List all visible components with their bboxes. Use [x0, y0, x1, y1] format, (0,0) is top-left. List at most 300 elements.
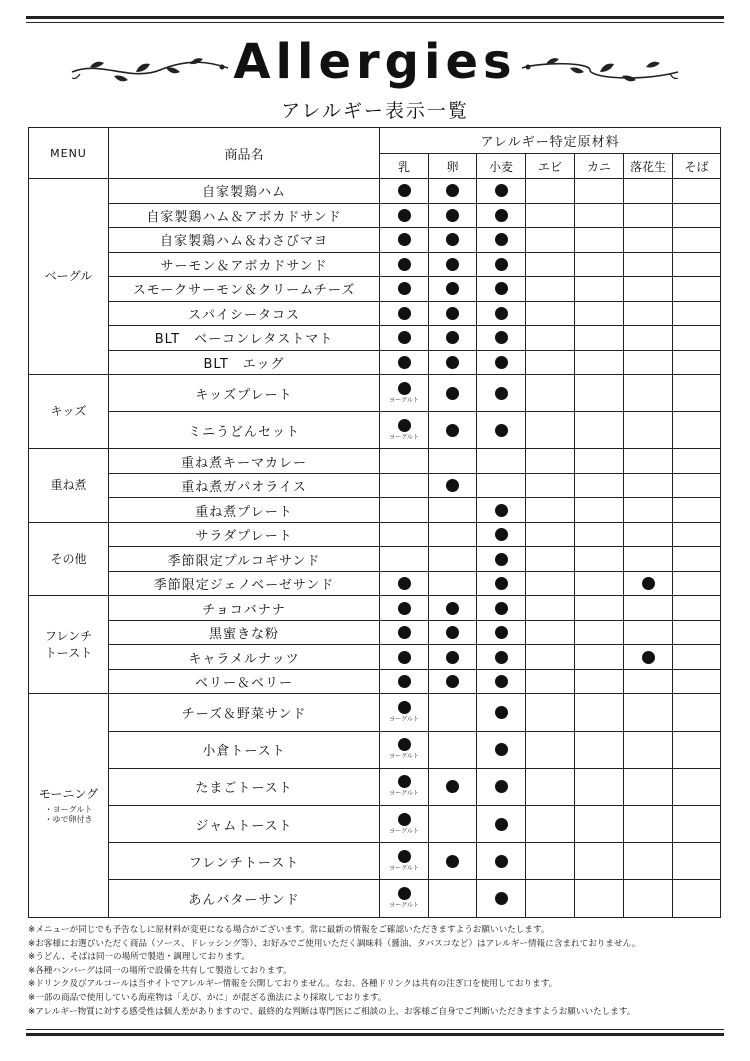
contains-dot-icon — [446, 626, 459, 639]
allergen-cell-shrimp — [526, 277, 575, 302]
table-row — [29, 880, 721, 917]
item-name: フレンチトースト — [109, 843, 380, 880]
item-name: キッズプレート — [109, 375, 380, 412]
contains-dot-icon — [398, 675, 411, 688]
item-name: 小倉トースト — [109, 731, 380, 768]
contains-dot-icon — [446, 479, 459, 492]
contains-dot-icon — [495, 331, 508, 344]
contains-dot-icon — [495, 258, 508, 271]
allergen-cell-shrimp — [526, 522, 575, 547]
allergen-cell-crab — [575, 473, 624, 498]
contains-dot-icon — [642, 577, 655, 590]
item-name: 季節限定ジェノベーゼサンド — [109, 571, 380, 596]
item-name: キャラメルナッツ — [109, 645, 380, 670]
allergen-header-wheat: 小麦 — [477, 154, 526, 179]
item-name: サラダプレート — [109, 522, 380, 547]
allergen-cell-soba — [673, 768, 721, 805]
allergen-cell-soba — [673, 326, 721, 351]
contains-dot-icon — [446, 331, 459, 344]
contains-dot-icon — [446, 233, 459, 246]
allergen-cell-crab — [575, 731, 624, 768]
item-name: スパイシータコス — [109, 301, 380, 326]
contains-dot-icon — [446, 387, 459, 400]
category-label: フレンチ トースト — [44, 628, 93, 660]
allergen-cell-crab — [575, 596, 624, 621]
table-row — [29, 843, 721, 880]
contains-dot-icon — [495, 356, 508, 369]
category-cell — [29, 179, 109, 375]
allergen-header-peanut: 落花生 — [624, 154, 673, 179]
allergen-cell-milk — [380, 669, 429, 694]
item-name: ジャムトースト — [109, 805, 380, 842]
menu-header: MENU — [29, 128, 109, 179]
note-line: ※メニューが同じでも予告なしに原材料が変更になる場合がございます。常に最新の情報をご確認いただきますようお願いいたします。 — [28, 925, 550, 935]
contains-dot-icon — [495, 651, 508, 664]
yogurt-note: ヨーグルト — [389, 433, 419, 441]
table-row — [29, 203, 721, 228]
allergen-cell-peanut — [624, 843, 673, 880]
item-name: チョコバナナ — [109, 596, 380, 621]
table-row — [29, 228, 721, 253]
contains-dot-icon — [495, 818, 508, 831]
allergen-cell-milk — [380, 731, 429, 768]
allergen-cell-peanut — [624, 277, 673, 302]
table-row — [29, 449, 721, 474]
allergen-cell-peanut — [624, 571, 673, 596]
allergen-cell-peanut — [624, 596, 673, 621]
allergen-cell-peanut — [624, 473, 673, 498]
allergen-cell-wheat — [477, 880, 526, 917]
allergen-cell-wheat — [477, 203, 526, 228]
allergen-cell-soba — [673, 571, 721, 596]
allergen-cell-crab — [575, 880, 624, 917]
allergen-cell-shrimp — [526, 596, 575, 621]
allergen-cell-crab — [575, 179, 624, 204]
allergen-cell-soba — [673, 498, 721, 523]
contains-dot-icon — [495, 424, 508, 437]
contains-dot-icon — [495, 626, 508, 639]
allergen-cell-soba — [673, 179, 721, 204]
page-subtitle: アレルギー表示一覧 — [281, 100, 469, 122]
allergen-cell-soba — [673, 547, 721, 572]
allergen-cell-egg — [429, 277, 477, 302]
note-line: ※お客様にお選びいただく商品（ソース、ドレッシング等）、お好みでご使用いただく調味料（醤油、タバスコなど）はアレルギー情報に含まれておりません。 — [28, 938, 641, 949]
contains-dot-icon — [398, 356, 411, 369]
item-name: 自家製鶏ハム＆アボカドサンド — [109, 203, 380, 228]
contains-dot-icon — [495, 892, 508, 905]
contains-dot-icon — [495, 504, 508, 517]
allergen-cell-peanut — [624, 179, 673, 204]
allergen-cell-milk — [380, 596, 429, 621]
allergen-cell-shrimp — [526, 449, 575, 474]
allergen-cell-peanut — [624, 547, 673, 572]
allergen-cell-crab — [575, 203, 624, 228]
allergen-cell-wheat — [477, 805, 526, 842]
allergen-cell-wheat — [477, 645, 526, 670]
table-row — [29, 179, 721, 204]
allergen-cell-peanut — [624, 694, 673, 731]
allergen-cell-egg — [429, 645, 477, 670]
allergen-cell-egg — [429, 522, 477, 547]
contains-dot-icon — [398, 887, 411, 900]
yogurt-note: ヨーグルト — [389, 396, 419, 404]
allergen-cell-milk — [380, 498, 429, 523]
contains-dot-icon — [398, 626, 411, 639]
allergen-cell-egg — [429, 669, 477, 694]
allergen-group-header: アレルギー特定原材料 — [380, 128, 721, 154]
contains-dot-icon — [495, 387, 508, 400]
allergen-cell-crab — [575, 843, 624, 880]
allergen-cell-milk — [380, 768, 429, 805]
contains-dot-icon — [446, 258, 459, 271]
contains-dot-icon — [495, 553, 508, 566]
allergen-cell-milk — [380, 522, 429, 547]
allergen-cell-milk — [380, 880, 429, 917]
allergen-cell-milk — [380, 620, 429, 645]
table-row — [29, 669, 721, 694]
allergen-cell-crab — [575, 768, 624, 805]
allergen-cell-shrimp — [526, 473, 575, 498]
allergen-cell-wheat — [477, 694, 526, 731]
allergen-cell-crab — [575, 498, 624, 523]
table-row — [29, 768, 721, 805]
allergen-cell-peanut — [624, 880, 673, 917]
item-name: 重ね煮キーマカレー — [109, 449, 380, 474]
allergen-header-milk: 乳 — [380, 154, 429, 179]
allergen-cell-wheat — [477, 350, 526, 375]
yogurt-note: ヨーグルト — [389, 715, 419, 723]
table-row — [29, 326, 721, 351]
allergen-cell-milk — [380, 179, 429, 204]
item-name: 自家製鶏ハム＆わさびマヨ — [109, 228, 380, 253]
category-label: キッズ — [50, 404, 87, 419]
allergen-cell-peanut — [624, 645, 673, 670]
yogurt-note: ヨーグルト — [389, 753, 419, 761]
category-note: ・ヨーグルト ・ゆで卵付き — [44, 804, 93, 824]
contains-dot-icon — [398, 651, 411, 664]
contains-dot-icon — [398, 282, 411, 295]
item-name: 季節限定プルコギサンド — [109, 547, 380, 572]
allergen-cell-shrimp — [526, 768, 575, 805]
allergen-header-crab: カニ — [575, 154, 624, 179]
contains-dot-icon — [398, 307, 411, 320]
contains-dot-icon — [446, 602, 459, 615]
table-row — [29, 252, 721, 277]
allergen-cell-egg — [429, 620, 477, 645]
allergen-cell-egg — [429, 301, 477, 326]
allergen-cell-wheat — [477, 179, 526, 204]
allergen-cell-peanut — [624, 326, 673, 351]
item-name: BLT ベーコンレタストマト — [109, 326, 380, 351]
allergen-cell-soba — [673, 669, 721, 694]
allergen-cell-egg — [429, 449, 477, 474]
table-row — [29, 694, 721, 731]
allergen-cell-soba — [673, 412, 721, 449]
category-label: ベーグル — [44, 269, 93, 283]
contains-dot-icon — [495, 706, 508, 719]
allergen-cell-crab — [575, 301, 624, 326]
allergen-cell-shrimp — [526, 326, 575, 351]
allergen-cell-soba — [673, 473, 721, 498]
allergen-cell-wheat — [477, 669, 526, 694]
table-row — [29, 277, 721, 302]
allergen-cell-shrimp — [526, 179, 575, 204]
allergen-cell-soba — [673, 805, 721, 842]
allergen-cell-wheat — [477, 522, 526, 547]
allergen-cell-crab — [575, 326, 624, 351]
table-row — [29, 412, 721, 449]
allergen-cell-crab — [575, 522, 624, 547]
allergen-cell-peanut — [624, 350, 673, 375]
yogurt-note: ヨーグルト — [389, 827, 419, 835]
allergen-cell-egg — [429, 805, 477, 842]
allergen-cell-peanut — [624, 449, 673, 474]
contains-dot-icon — [495, 282, 508, 295]
table-row — [29, 522, 721, 547]
allergen-cell-egg — [429, 843, 477, 880]
allergen-cell-milk — [380, 203, 429, 228]
allergen-cell-peanut — [624, 412, 673, 449]
allergen-cell-crab — [575, 277, 624, 302]
allergen-cell-shrimp — [526, 228, 575, 253]
allergen-cell-shrimp — [526, 571, 575, 596]
allergen-cell-egg — [429, 571, 477, 596]
allergen-cell-shrimp — [526, 547, 575, 572]
category-cell — [29, 694, 109, 917]
allergen-cell-shrimp — [526, 645, 575, 670]
allergen-cell-crab — [575, 547, 624, 572]
allergen-cell-crab — [575, 620, 624, 645]
contains-dot-icon — [446, 780, 459, 793]
allergen-cell-soba — [673, 350, 721, 375]
contains-dot-icon — [495, 184, 508, 197]
allergen-cell-crab — [575, 805, 624, 842]
contains-dot-icon — [398, 184, 411, 197]
table-row — [29, 498, 721, 523]
table-row — [29, 301, 721, 326]
allergen-cell-shrimp — [526, 731, 575, 768]
item-name: チーズ＆野菜サンド — [109, 694, 380, 731]
allergen-cell-shrimp — [526, 412, 575, 449]
contains-dot-icon — [446, 356, 459, 369]
allergen-cell-milk — [380, 412, 429, 449]
allergen-cell-peanut — [624, 805, 673, 842]
allergen-cell-milk — [380, 449, 429, 474]
allergen-cell-soba — [673, 880, 721, 917]
allergen-cell-egg — [429, 880, 477, 917]
table-row — [29, 350, 721, 375]
allergen-cell-wheat — [477, 547, 526, 572]
item-name: サーモン＆アボカドサンド — [109, 252, 380, 277]
contains-dot-icon — [398, 233, 411, 246]
allergen-cell-wheat — [477, 375, 526, 412]
allergy-table — [28, 127, 721, 918]
category-label: モーニング — [38, 786, 99, 801]
allergen-cell-peanut — [624, 768, 673, 805]
allergen-cell-peanut — [624, 301, 673, 326]
category-label: その他 — [50, 551, 87, 566]
item-name: 自家製鶏ハム — [109, 179, 380, 204]
allergen-cell-egg — [429, 731, 477, 768]
allergen-cell-soba — [673, 228, 721, 253]
allergen-cell-milk — [380, 326, 429, 351]
allergen-cell-egg — [429, 179, 477, 204]
page-header — [0, 0, 750, 125]
contains-dot-icon — [446, 855, 459, 868]
allergen-cell-shrimp — [526, 301, 575, 326]
note-line: ※うどん、そばは同一の場所で製造・調理しております。 — [28, 952, 250, 963]
item-name-header: 商品名 — [109, 128, 380, 179]
allergen-cell-crab — [575, 375, 624, 412]
allergen-cell-peanut — [624, 522, 673, 547]
allergen-cell-milk — [380, 375, 429, 412]
allergen-cell-shrimp — [526, 880, 575, 917]
allergen-cell-crab — [575, 252, 624, 277]
allergen-cell-crab — [575, 412, 624, 449]
allergen-cell-milk — [380, 547, 429, 572]
allergen-cell-crab — [575, 694, 624, 731]
contains-dot-icon — [495, 233, 508, 246]
allergen-cell-soba — [673, 277, 721, 302]
table-row — [29, 645, 721, 670]
allergen-cell-shrimp — [526, 843, 575, 880]
bottom-rule-thin — [26, 1029, 724, 1030]
allergen-cell-egg — [429, 375, 477, 412]
bottom-rule-thick — [26, 1033, 724, 1036]
allergen-cell-egg — [429, 326, 477, 351]
note-line: ※ドリンク及びアルコールは当サイトでアレルギー情報を公開しておりません。なお、各種ドリンクは共有の注ぎ口を使用しております。 — [28, 979, 558, 990]
item-name: 黒蜜きな粉 — [109, 620, 380, 645]
allergen-cell-egg — [429, 547, 477, 572]
allergen-cell-wheat — [477, 571, 526, 596]
note-line: ※一部の商品で使用している海産物は「えび、かに」が混ざる漁法により採取しております。 — [28, 992, 387, 1003]
allergen-cell-shrimp — [526, 620, 575, 645]
allergen-cell-egg — [429, 203, 477, 228]
allergen-cell-shrimp — [526, 694, 575, 731]
allergen-cell-egg — [429, 473, 477, 498]
allergen-cell-egg — [429, 252, 477, 277]
allergen-cell-shrimp — [526, 805, 575, 842]
allergen-cell-soba — [673, 645, 721, 670]
allergen-cell-crab — [575, 669, 624, 694]
allergen-cell-milk — [380, 805, 429, 842]
allergen-cell-wheat — [477, 252, 526, 277]
allergen-cell-shrimp — [526, 375, 575, 412]
allergen-cell-crab — [575, 350, 624, 375]
allergen-cell-milk — [380, 252, 429, 277]
allergen-cell-soba — [673, 843, 721, 880]
allergen-cell-peanut — [624, 669, 673, 694]
allergen-cell-peanut — [624, 620, 673, 645]
contains-dot-icon — [495, 528, 508, 541]
contains-dot-icon — [398, 813, 411, 826]
allergen-cell-soba — [673, 731, 721, 768]
contains-dot-icon — [495, 577, 508, 590]
allergen-cell-shrimp — [526, 203, 575, 228]
item-name: 重ね煮プレート — [109, 498, 380, 523]
allergen-cell-wheat — [477, 498, 526, 523]
contains-dot-icon — [398, 258, 411, 271]
allergen-cell-shrimp — [526, 350, 575, 375]
allergen-cell-milk — [380, 571, 429, 596]
allergen-cell-soba — [673, 375, 721, 412]
contains-dot-icon — [398, 701, 411, 714]
contains-dot-icon — [398, 382, 411, 395]
allergen-cell-egg — [429, 694, 477, 731]
allergen-cell-soba — [673, 694, 721, 731]
allergen-cell-egg — [429, 596, 477, 621]
allergen-cell-peanut — [624, 203, 673, 228]
table-row — [29, 731, 721, 768]
allergen-cell-wheat — [477, 843, 526, 880]
allergen-cell-shrimp — [526, 498, 575, 523]
allergen-cell-wheat — [477, 596, 526, 621]
allergen-cell-soba — [673, 596, 721, 621]
vine-ornament-icon — [520, 52, 680, 88]
allergen-cell-milk — [380, 645, 429, 670]
contains-dot-icon — [495, 743, 508, 756]
table-row — [29, 473, 721, 498]
table-row — [29, 571, 721, 596]
note-line: ※アレルギー物質に対する感受性は個人差がありますので、最終的な判断は専門医にご相談の上、お客様ご自身でご判断いただきますようお願いいたします。 — [28, 1006, 636, 1017]
allergen-cell-wheat — [477, 768, 526, 805]
allergen-cell-wheat — [477, 277, 526, 302]
allergen-cell-soba — [673, 203, 721, 228]
contains-dot-icon — [495, 855, 508, 868]
notes — [28, 924, 728, 1019]
allergen-cell-shrimp — [526, 252, 575, 277]
item-name: スモークサーモン＆クリームチーズ — [109, 277, 380, 302]
allergen-cell-crab — [575, 571, 624, 596]
contains-dot-icon — [446, 184, 459, 197]
allergen-cell-soba — [673, 301, 721, 326]
item-name: BLT エッグ — [109, 350, 380, 375]
contains-dot-icon — [495, 209, 508, 222]
contains-dot-icon — [398, 419, 411, 432]
allergen-cell-wheat — [477, 301, 526, 326]
allergen-cell-peanut — [624, 375, 673, 412]
allergen-cell-wheat — [477, 228, 526, 253]
category-cell — [29, 522, 109, 596]
contains-dot-icon — [446, 651, 459, 664]
allergen-cell-peanut — [624, 731, 673, 768]
contains-dot-icon — [398, 850, 411, 863]
yogurt-note: ヨーグルト — [389, 864, 419, 872]
allergen-cell-wheat — [477, 473, 526, 498]
category-label: 重ね煮 — [50, 478, 87, 493]
note-line: ※各種ハンバーグは同一の場所で設備を共有して製造しております。 — [28, 965, 292, 976]
allergen-cell-wheat — [477, 412, 526, 449]
item-name: ミニうどんセット — [109, 412, 380, 449]
category-cell — [29, 375, 109, 449]
allergen-cell-wheat — [477, 620, 526, 645]
contains-dot-icon — [446, 282, 459, 295]
table-row — [29, 375, 721, 412]
allergen-cell-wheat — [477, 326, 526, 351]
contains-dot-icon — [495, 602, 508, 615]
allergen-cell-shrimp — [526, 669, 575, 694]
allergen-cell-soba — [673, 522, 721, 547]
category-cell — [29, 449, 109, 523]
allergen-cell-wheat — [477, 449, 526, 474]
category-cell — [29, 596, 109, 694]
allergen-cell-soba — [673, 449, 721, 474]
allergen-cell-milk — [380, 301, 429, 326]
allergen-cell-egg — [429, 412, 477, 449]
item-name: あんバターサンド — [109, 880, 380, 917]
contains-dot-icon — [398, 775, 411, 788]
table-row — [29, 547, 721, 572]
